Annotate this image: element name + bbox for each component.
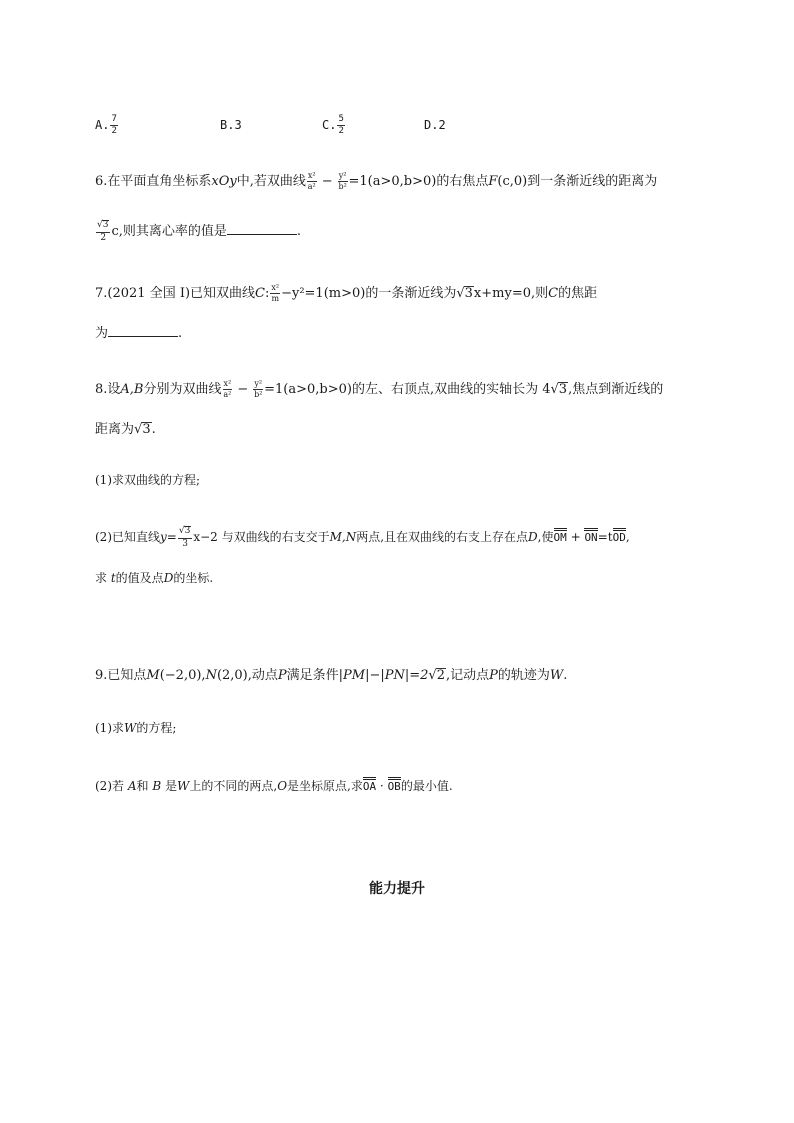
fraction-numerator: x² xyxy=(223,379,232,388)
section-heading: 能力提升 xyxy=(369,881,425,897)
q6-period: . xyxy=(296,223,302,239)
sqrt-radicand: 3 xyxy=(464,286,473,301)
q8-fraction-sqrt3-over-3 xyxy=(178,526,192,549)
q8-points-mn: M,N xyxy=(329,529,357,544)
q9-text: (1)求 xyxy=(95,721,124,735)
q7-fraction-x-over-m xyxy=(270,284,280,303)
q9-text: 上的不同的两点, xyxy=(189,779,278,793)
fraction-denominator: 3 xyxy=(182,538,188,549)
q9-text: 的最小值. xyxy=(400,779,453,793)
option-b xyxy=(220,115,242,135)
q9-text: (−2,0), xyxy=(159,668,206,683)
fraction-denominator: 2 xyxy=(100,232,107,243)
q8-text: =1(a>0,b>0)的左、右顶点,双曲线的实轴长为 4 xyxy=(264,382,551,397)
q8-var-t: t xyxy=(110,571,116,585)
vector-on: ON xyxy=(584,528,597,543)
q7-text: 7.(2021 全国 I)已知双曲线 xyxy=(95,286,256,301)
q9-text: (2)若 xyxy=(95,779,124,793)
q9-text: 的轨迹为 xyxy=(497,668,550,683)
q7-answer-blank[interactable] xyxy=(108,324,178,337)
vector-oa: OA xyxy=(363,777,376,792)
equals-sign: = xyxy=(166,529,177,544)
fraction-numerator: y² xyxy=(254,379,263,388)
vector-ob: OB xyxy=(388,777,401,792)
q7-text: 为 xyxy=(95,326,109,341)
option-d-label: D.2 xyxy=(424,118,446,132)
q9-part-2 xyxy=(95,776,453,796)
q6-text: 中,若双曲线 xyxy=(236,174,306,189)
option-b-label: B.3 xyxy=(220,118,242,132)
q6-text: c,则其离心率的值是 xyxy=(111,223,227,239)
q6-text: =1(a>0,b>0)的右焦点 xyxy=(348,174,489,189)
q8-text: 距离为 xyxy=(95,422,135,437)
sqrt-radicand: 3 xyxy=(184,526,191,536)
q7-curve-c: C xyxy=(548,286,559,301)
q9-text: (2,0),动点 xyxy=(216,668,278,683)
q6-focus-f: F xyxy=(488,174,498,189)
q8-point-d: D xyxy=(528,529,538,544)
sqrt-radicand: 3 xyxy=(558,382,568,397)
q7-line-2 xyxy=(95,324,182,344)
sqrt-symbol: √3 xyxy=(134,422,151,437)
q8-fraction-x xyxy=(223,380,233,399)
q8-text: x−2 与双曲线的右支交于 xyxy=(193,529,330,544)
q9-text: 满足条件 xyxy=(286,668,339,683)
q7-colon: : xyxy=(264,286,270,301)
q6-text: (c,0)到一条渐近线的距离为 xyxy=(497,174,658,189)
q6-fraction-x xyxy=(307,172,317,191)
q8-part-2 xyxy=(95,526,630,549)
q7-text: −y²=1(m>0)的一条渐近线为 xyxy=(281,286,457,301)
sqrt-symbol: √2 xyxy=(428,668,445,683)
q8-text: ,使 xyxy=(537,529,554,544)
q8-text: 求 xyxy=(95,571,108,585)
sqrt-radicand: 3 xyxy=(102,220,109,230)
q9-point-b: B xyxy=(152,779,162,793)
fraction-numerator: x² xyxy=(307,171,316,180)
dot-product-sign: · xyxy=(376,779,388,793)
q8-text: 两点,且在双曲线的右支上存在点 xyxy=(356,529,529,544)
option-c-label: C. xyxy=(322,118,337,132)
fraction-numerator xyxy=(96,220,110,233)
q8-part-1-text: (1)求双曲线的方程; xyxy=(95,473,201,487)
vector-od: OD xyxy=(613,528,626,543)
q8-text: 分别为双曲线 xyxy=(143,382,222,397)
q6-line-1 xyxy=(95,172,657,192)
minus-sign: − xyxy=(317,174,337,189)
q8-text: 的坐标. xyxy=(173,571,214,585)
q8-equals-t: =t xyxy=(597,529,613,544)
fraction-denominator: b² xyxy=(338,182,347,191)
q8-text: 的值及点 xyxy=(115,571,164,585)
fraction-numerator: 5 xyxy=(338,114,344,124)
q8-part-2-cont xyxy=(95,568,213,588)
q9-text: 是 xyxy=(165,779,178,793)
q9-point-n: N xyxy=(205,668,217,683)
q7-line-1 xyxy=(95,284,597,304)
q9-point-m: M xyxy=(146,668,160,683)
q9-line-1 xyxy=(95,666,567,686)
option-a-label: A. xyxy=(95,118,110,132)
q9-point-a: A xyxy=(127,779,137,793)
option-d xyxy=(424,115,446,135)
q6-fraction-y xyxy=(338,172,348,191)
q9-point-p: P xyxy=(277,668,287,683)
q9-curve-w: W xyxy=(177,779,190,793)
sqrt-radicand: 2 xyxy=(436,668,445,683)
q9-origin-o: O xyxy=(277,779,288,793)
q8-point-d: D xyxy=(163,571,174,585)
fraction-numerator: y² xyxy=(338,171,347,180)
option-a xyxy=(95,115,119,136)
sqrt-symbol: √3 xyxy=(456,286,473,301)
vector-om: OM xyxy=(554,528,567,543)
fraction-numerator: x² xyxy=(271,283,280,292)
option-a-fraction xyxy=(110,115,117,136)
sqrt-radicand: 3 xyxy=(142,422,151,437)
q7-text: x+my=0,则 xyxy=(473,286,549,301)
fraction-denominator: m xyxy=(271,294,280,303)
q6-xoy: xOy xyxy=(211,174,237,189)
fraction-numerator: 7 xyxy=(111,114,117,124)
q9-point-p: P xyxy=(489,668,498,683)
q7-text: 的焦距 xyxy=(558,286,598,301)
option-c xyxy=(322,115,346,136)
fraction-denominator: 2 xyxy=(338,126,344,136)
q8-var-y: y xyxy=(160,529,167,544)
q8-text: . xyxy=(151,422,156,437)
q6-answer-blank[interactable] xyxy=(227,222,297,235)
fraction-denominator: a² xyxy=(223,390,232,399)
q9-part-1 xyxy=(95,718,176,738)
q8-text: 8.设 xyxy=(95,382,121,397)
sqrt-symbol: √3 xyxy=(550,382,568,397)
q8-line-1 xyxy=(95,380,663,400)
q6-text: 6.在平面直角坐标系 xyxy=(95,174,212,189)
q6-fraction-sqrt3-over-2 xyxy=(96,220,110,243)
q6-line-2 xyxy=(95,220,301,243)
option-c-fraction xyxy=(337,115,344,136)
q8-fraction-y xyxy=(253,380,263,399)
q8-text: (2)已知直线 xyxy=(95,529,160,544)
fraction-denominator: b² xyxy=(254,390,263,399)
q7-period: . xyxy=(178,326,183,341)
q7-curve-c: C xyxy=(255,286,265,301)
fraction-denominator: a² xyxy=(307,182,316,191)
q9-text: . xyxy=(563,668,568,683)
fraction-denominator: 2 xyxy=(111,126,117,136)
q8-part-1 xyxy=(95,470,200,490)
q8-line-2 xyxy=(95,420,156,440)
q9-text: 的方程; xyxy=(136,721,177,735)
q8-points-ab: A,B xyxy=(120,382,144,397)
q9-text: 9.已知点 xyxy=(95,668,147,683)
q8-text: ,焦点到渐近线的 xyxy=(568,382,664,397)
minus-sign: − xyxy=(233,382,253,397)
q9-condition: |PM|−|PN|=2 xyxy=(338,668,429,683)
q8-comma: , xyxy=(625,529,630,544)
fraction-numerator xyxy=(178,526,192,539)
q9-curve-w: W xyxy=(549,668,564,683)
plus-sign: + xyxy=(566,529,585,544)
q9-text: 是坐标原点,求 xyxy=(287,779,363,793)
q9-text: 和 xyxy=(136,779,149,793)
q9-text: ,记动点 xyxy=(446,668,490,683)
q9-curve-w: W xyxy=(124,721,137,735)
sqrt-symbol: √3 xyxy=(178,526,191,536)
sqrt-symbol: √3 xyxy=(97,220,109,230)
